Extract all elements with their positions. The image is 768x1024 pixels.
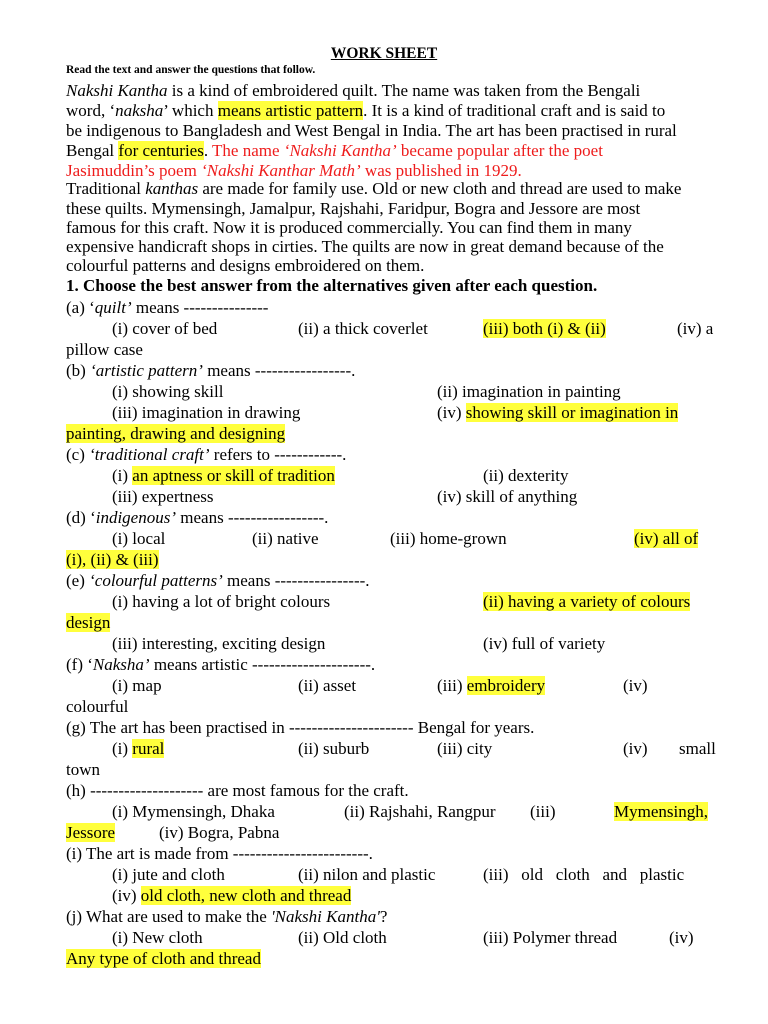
option-b-iv: (iv) showing skill or imagination in <box>437 403 679 422</box>
option-g-iii: (iii) city <box>437 739 493 758</box>
question-g: (g) The art has been practised in ---------------------- Bengal for years. <box>66 718 535 737</box>
question-i: (i) The art is made from ------------------------. <box>66 844 373 863</box>
option-a-iv-cont: pillow case <box>66 340 143 359</box>
question-h: (h) -------------------- are most famous for the craft. <box>66 781 409 800</box>
question-f: (f) ‘Naksha’ means artistic ---------------------. <box>66 655 376 674</box>
option-h-iv: (iv) Bogra, Pabna <box>159 823 280 842</box>
option-h-ii: (ii) Rajshahi, Rangpur <box>344 802 496 821</box>
question-a: (a) ‘quilt’ means --------------- <box>66 298 269 317</box>
option-f-i: (i) map <box>112 676 162 695</box>
question-d: (d) ‘indigenous’ means -----------------. <box>66 508 329 527</box>
question-e: (e) ‘colourful patterns’ means ----------------. <box>66 571 370 590</box>
instruction: Read the text and answer the questions that follow. <box>66 64 316 76</box>
passage-line-6: Traditional kanthas are made for family use. Old or new cloth and thread are used to make <box>66 179 682 198</box>
passage-line-7: these quilts. Mymensingh, Jamalpur, Rajshahi, Faridpur, Bogra and Jessore are most <box>66 199 641 218</box>
option-i-iv: (iv) old cloth, new cloth and thread <box>112 886 352 905</box>
option-g-iv: (iv) <box>623 739 648 758</box>
option-g-iv-cont: town <box>66 760 100 779</box>
option-j-iii: (iii) Polymer thread <box>483 928 618 947</box>
passage-line-3: be indigenous to Bangladesh and West Bengal in India. The art has been practised in rural <box>66 121 677 140</box>
option-c-ii: (ii) dexterity <box>483 466 569 485</box>
option-e-ii-cont: design <box>66 613 111 632</box>
option-e-ii: (ii) having a variety of colours <box>483 592 691 611</box>
option-g-iv-word: small <box>679 739 716 758</box>
section-heading: 1. Choose the best answer from the alternatives given after each question. <box>66 276 598 295</box>
option-i-iii: (iii) old cloth and plastic <box>483 865 685 884</box>
option-c-iv: (iv) skill of anything <box>437 487 578 506</box>
option-c-iii: (iii) expertness <box>112 487 214 506</box>
passage-line-5: Jasimuddin’s poem ‘Nakshi Kanthar Math’ was published in 1929. <box>66 161 522 180</box>
option-d-iv-cont: (i), (ii) & (iii) <box>66 550 159 569</box>
option-e-iii: (iii) interesting, exciting design <box>112 634 326 653</box>
passage-line-8: famous for this craft. Now it is produced commercially. You can find them in many <box>66 218 632 237</box>
option-j-iv: (iv) <box>669 928 694 947</box>
option-d-iii: (iii) home-grown <box>390 529 507 548</box>
option-e-iv: (iv) full of variety <box>483 634 606 653</box>
option-f-iii: (iii) embroidery <box>437 676 546 695</box>
option-f-iv: (iv) <box>623 676 648 695</box>
option-j-ii: (ii) Old cloth <box>298 928 387 947</box>
passage-line-1: Nakshi Kantha is a kind of embroidered quilt. The name was taken from the Bengali <box>66 81 641 100</box>
question-j: (j) What are used to make the 'Nakshi Kantha'? <box>66 907 388 926</box>
option-b-ii: (ii) imagination in painting <box>437 382 621 401</box>
option-a-iii: (iii) both (i) & (ii) <box>483 319 606 338</box>
option-j-i: (i) New cloth <box>112 928 203 947</box>
highlight: means artistic pattern <box>217 101 364 120</box>
passage-line-4: Bengal for centuries. The name ‘Nakshi Kantha’ became popular after the poet <box>66 141 603 160</box>
option-d-ii: (ii) native <box>252 529 319 548</box>
option-h-iii: (iii) <box>530 802 556 821</box>
option-a-i: (i) cover of bed <box>112 319 218 338</box>
question-c: (c) ‘traditional craft’ refers to ------------. <box>66 445 347 464</box>
option-f-iv-cont: colourful <box>66 697 129 716</box>
option-c-i: (i) an aptness or skill of tradition <box>112 466 335 485</box>
option-b-i: (i) showing skill <box>112 382 224 401</box>
option-h-iii-cont: Jessore <box>66 823 116 842</box>
option-h-i: (i) Mymensingh, Dhaka <box>112 802 275 821</box>
option-g-i: (i) rural <box>112 739 165 758</box>
page-title: WORK SHEET <box>330 45 438 62</box>
option-i-i: (i) jute and cloth <box>112 865 225 884</box>
option-f-ii: (ii) asset <box>298 676 357 695</box>
passage-line-2: word, ‘naksha’ which means artistic pattern. It is a kind of traditional craft and is said to <box>66 101 666 120</box>
option-b-iii: (iii) imagination in drawing <box>112 403 301 422</box>
option-d-iv: (iv) all of <box>634 529 699 548</box>
option-a-ii: (ii) a thick coverlet <box>298 319 428 338</box>
option-i-ii: (ii) nilon and plastic <box>298 865 436 884</box>
question-b: (b) ‘artistic pattern’ means -----------------. <box>66 361 356 380</box>
option-h-iii-answer: Mymensingh, <box>614 802 708 821</box>
option-b-iv-cont: painting, drawing and designing <box>66 424 286 443</box>
option-a-iv: (iv) a <box>677 319 714 338</box>
highlight: for centuries <box>118 141 204 160</box>
passage-line-9: expensive handicraft shops in cirties. The quilts are now in great demand because of the <box>66 237 664 256</box>
option-e-i: (i) having a lot of bright colours <box>112 592 331 611</box>
option-g-ii: (ii) suburb <box>298 739 370 758</box>
passage-line-10: colourful patterns and designs embroidered on them. <box>66 256 425 275</box>
option-j-iv-cont: Any type of cloth and thread <box>66 949 261 968</box>
option-d-i: (i) local <box>112 529 166 548</box>
